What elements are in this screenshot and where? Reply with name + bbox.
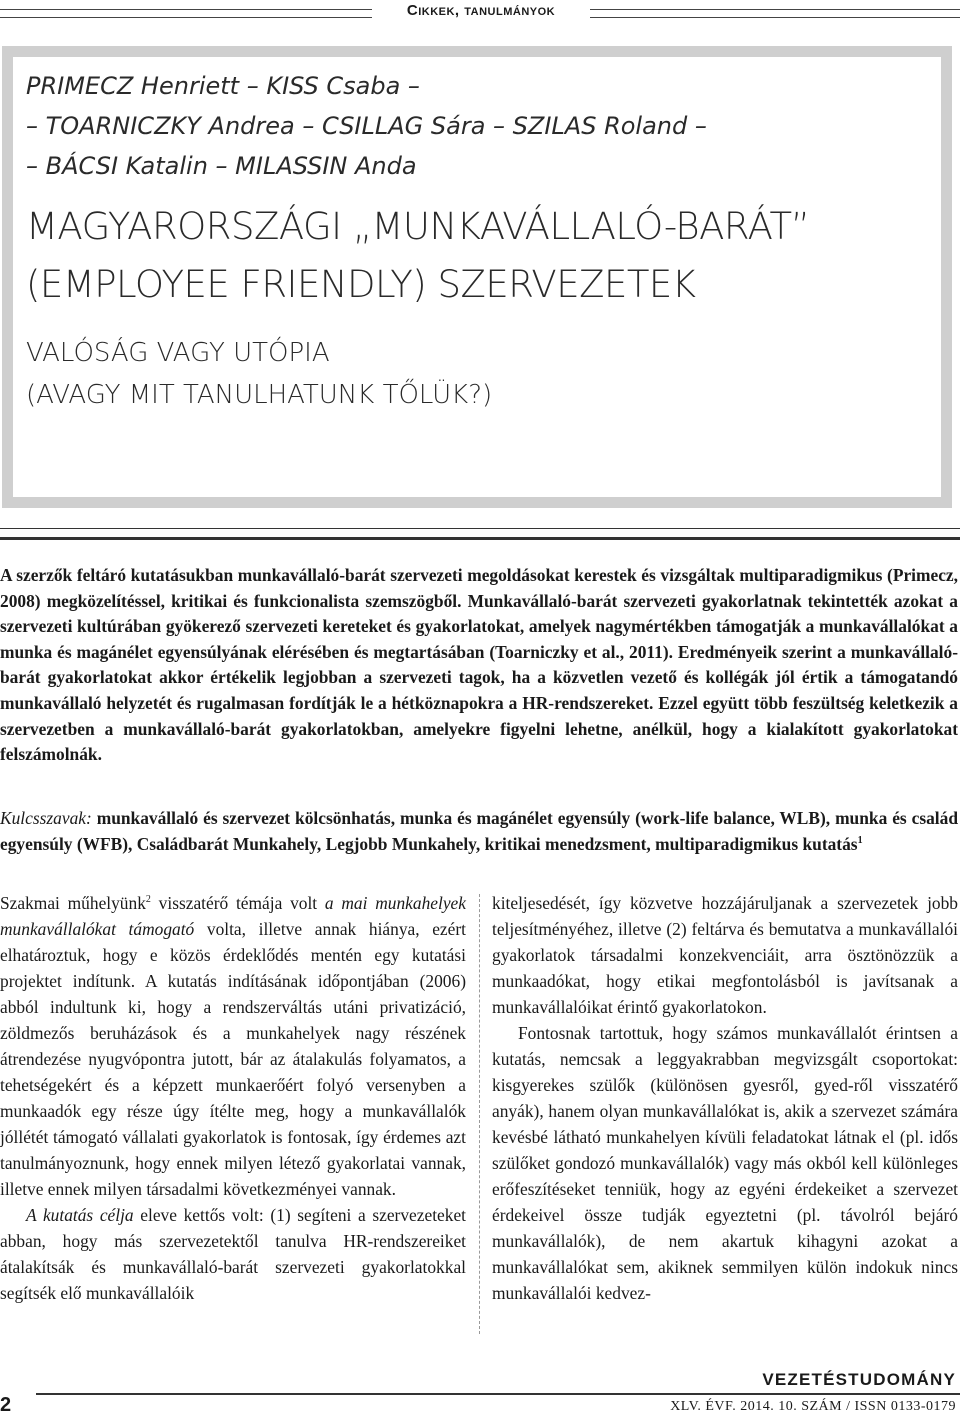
subtitle-line: (AVAGY MIT TANULHATUNK TŐLÜK?) bbox=[26, 380, 493, 410]
title-line: (EMPLOYEE FRIENDLY) SZERVEZETEK bbox=[26, 263, 696, 306]
header-rule-right bbox=[590, 9, 960, 18]
keywords-label: Kulcsszavak: bbox=[0, 808, 92, 828]
author-line: PRIMECZ Henriett – KISS Csaba – bbox=[26, 72, 420, 100]
issue-info: XLV. ÉVF. 2014. 10. SZÁM / ISSN 0133-0179 bbox=[670, 1399, 956, 1414]
text-run: eleve kettős volt: (1) segíteni a szervezeteket abban, hogy más szervezetektől tanulva HR-rendszereiket átalakítsák és munkavállaló-barát szervezeti gyakorlatokkal segítsék elő munkavállalóik bbox=[0, 1205, 466, 1303]
title-line: MAGYARORSZÁGI „MUNKAVÁLLALÓ-BARÁT” bbox=[26, 205, 810, 248]
keywords bbox=[0, 805, 958, 857]
article-subtitle bbox=[26, 332, 906, 416]
footer-rule bbox=[36, 1393, 960, 1395]
paragraph bbox=[0, 890, 466, 1202]
author-line: – TOARNICZKY Andrea – CSILLAG Sára – SZILAS Roland – bbox=[26, 112, 707, 140]
paragraph bbox=[0, 1202, 466, 1306]
paragraph: kiteljesedését, így közvetve hozzájáruljanak a szervezetek jobb teljesítményéhez, illetve (2) feltárva és bemutatva a munkavállalói gyakorlatok társadalmi konzekvenciáit, arra ösztönözzük a munkaadókat, hogy etikai megfontolásból is javítsanak a munkavállalóikat érintő gyakorlatokon. bbox=[492, 893, 958, 1017]
page-number: 2 bbox=[0, 1394, 12, 1416]
abstract-separator bbox=[0, 528, 960, 540]
author-line: – BÁCSI Katalin – MILASSIN Anda bbox=[26, 152, 417, 180]
text-run: Szakmai műhelyünk bbox=[0, 893, 146, 913]
text-run: volta, illetve annak hiánya, ezért elhatároztuk, hogy e közös érdeklődés mentén egy kutatási projektet indítunk. A kutatás indításának időpontjában (2006) abból indultunk ki, hogy a rendszerváltás utáni privatizáció, zöldmezős beruházások és a munkahelyek nagy részének átrendezése nyugvópontra jutott, bár az átalakulás folyamatos, a tehetségekért és a képzett munkaerőért folyó versenyben a munkaadók egy része úgy ítélte meg, hogy a munkavállalók jóllétét támogató vállalati gyakorlatok is fontosak, így érdemes azt tanulmányoznunk, hogy ennek milyen létező gyakorlatai vannak, illetve ennek milyen társadalmi következményei vannak. bbox=[0, 919, 466, 1199]
footnote-mark: 1 bbox=[857, 835, 863, 847]
emphasis: a mai munkahelyek munkavállalókat támogató bbox=[0, 893, 466, 939]
paragraph: Fontosnak tartottuk, hogy számos munkavállalót érintsen a kutatás, nemcsak a leggyakrabban megvizsgált csoportokat: kisgyerekes szülők (különösen gyesről, gyed-ről visszatérő anyák), hanem olyan munkavállalókat is, akik a szervezet számára kevésbé látható munkahelyen kívüli feladatokat látnak el (pl. idős szülőket gondozó munkavállalók) vagy más okból kell különleges erőfeszítéseket tenniük, hogy az egyéni érdekeiket a szervezet érdekeivel össze tudják egyeztetni (pl. távolról bejáró munkavállalók), de nem akartuk kihagyni azokat a munkavállalókat sem, akiknek semmilyen külön indokuk nincs munkavállalói kedvez- bbox=[492, 1023, 958, 1303]
section-label: Cikkek, tanulmányok bbox=[406, 2, 556, 19]
footnote-mark: 2 bbox=[145, 894, 151, 906]
article-title bbox=[26, 198, 916, 314]
keywords-text: munkavállaló és szervezet kölcsönhatás, munka és magánélet egyensúly (work-life balance, WLB), munka és család egyensúly (WFB), Családbarát Munkahely, Legjobb Munkahely, kritikai menedzsment, multiparadigmikus kutatás bbox=[0, 808, 958, 854]
body-column-left bbox=[0, 890, 466, 1306]
column-divider bbox=[479, 894, 480, 1334]
abstract: A szerzők feltáró kutatásukban munkavállaló-barát szervezeti megoldásokat kerestek és vizsgáltak multiparadigmikus (Primecz, 2008) megközelítéssel, kritikai és funkcionalista szemszögből. Munkavállaló-barát szervezeti gyakorlatnak tekintették azokat a szervezeti kultúrában gyökerező szervezeti kereteket és gyakorlatokat, amelyek nagymértékben támogatják a munkavállalókat a munka és magánélet egyensúlyának elérésében és megtartásában (Toarniczky et al., 2011). Eredményeik szerint a munkavállaló-barát gyakorlatokat akkor értékelik legjobban a szervezeti tagok, ha a közvetlen vezető és kollégák jól értik a támogatandó munkavállaló helyzetét és rugalmasan fordítják le a hétköznapokra a HR-rendszereket. Ezzel együtt több feszültség keletkezik a szervezetben a munkavállaló-barát gyakorlatokban, amelyekre figyelni lehetne, anélkül, hogy a kialakított gyakorlatokat felszámolnák. bbox=[0, 565, 958, 765]
running-header bbox=[0, 2, 960, 24]
author-list bbox=[26, 66, 906, 186]
emphasis: A kutatás célja bbox=[26, 1205, 134, 1225]
body-column-right bbox=[492, 890, 958, 1306]
subtitle-line: VALÓSÁG VAGY UTÓPIA bbox=[26, 338, 330, 368]
header-rule-left bbox=[0, 9, 372, 18]
text-run: visszatérő témája volt bbox=[150, 893, 325, 913]
journal-name: VEZETÉSTUDOMÁNY bbox=[762, 1370, 956, 1389]
